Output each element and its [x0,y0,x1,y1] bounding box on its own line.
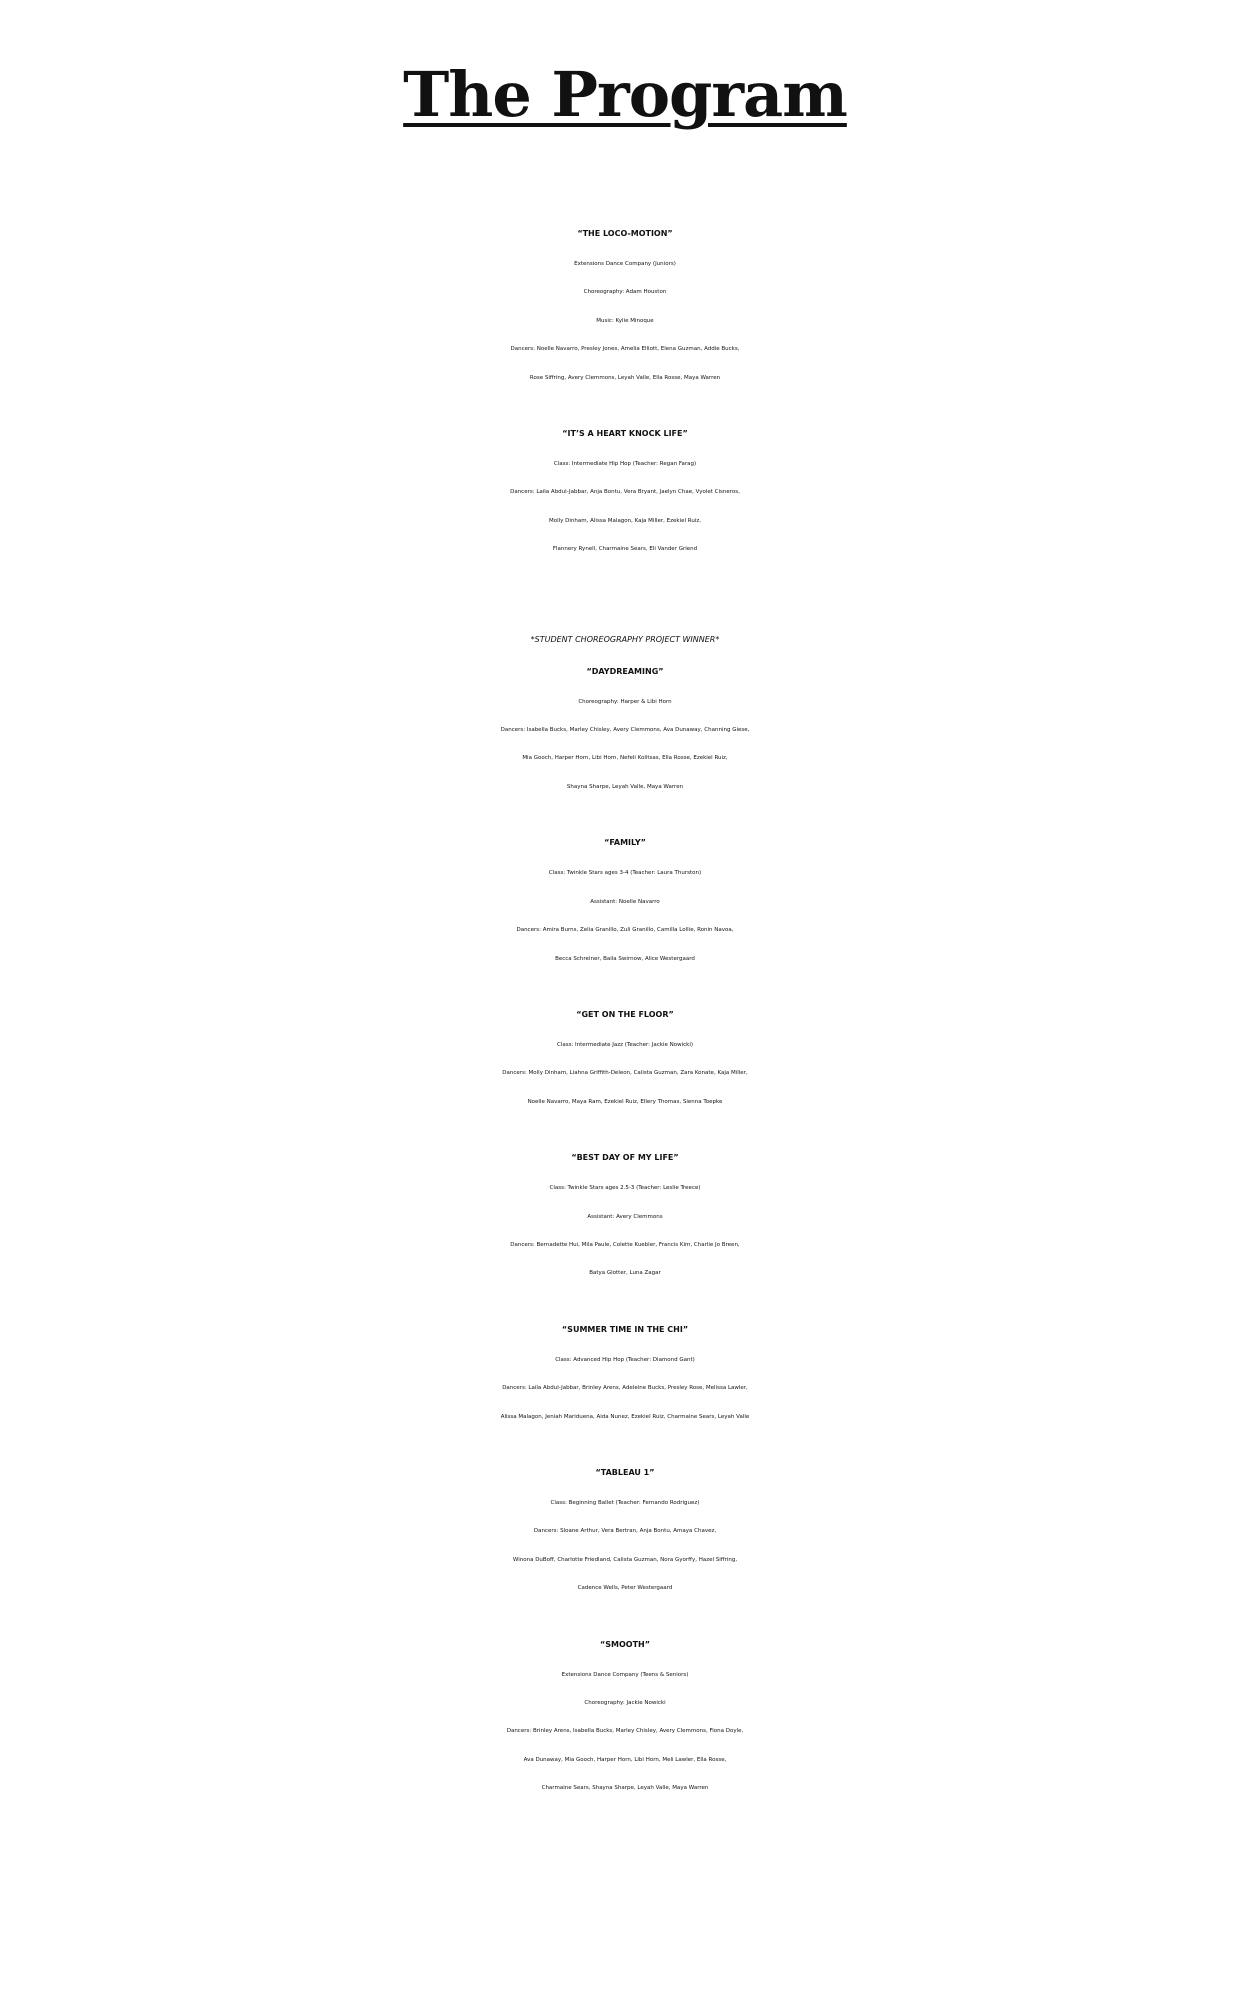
piece-detail-line: Alissa Malagon, Jeniah Mariduena, Aida Nunez, Ezekiel Ruiz, Charmaine Sears, Leyah Valle [500,1413,750,1420]
piece-detail-line: Ava Dunaway, Mia Gooch, Harper Horn, Libi Horn, Meli Lawler, Ella Rosse, [523,1756,727,1763]
winner-banner: *STUDENT CHOREOGRAPHY PROJECT WINNER* [530,634,720,644]
piece-detail-line: Class: Advanced Hip Hop (Teacher: Diamond Gant) [555,1356,695,1363]
piece-detail-line: Music: Kylie Minoque [596,317,654,324]
piece-detail-line: Noelle Navarro, Maya Ram, Ezekiel Ruiz, Ellery Thomas, Sienna Toepke [527,1098,723,1105]
page-title-text: The Program [403,58,847,131]
piece-title: “SMOOTH” [600,1639,650,1649]
piece-detail-line: Extensions Dance Company (Teens & Seniors) [561,1671,689,1678]
piece-loco-motion [0,218,1250,392]
piece-detail-line: Winona DuBoff, Charlotte Friedland, Calista Guzman, Nora Gyorffy, Hazel Siffring, [512,1556,738,1563]
piece-detail-line: Dancers: Laila Abdul-Jabbar, Brinley Arens, Adeleine Bucks, Presley Rose, Melissa Lawler, [502,1385,748,1392]
piece-detail-line: Molly Dinham, Alissa Malagon, Kaja Miller, Ezekiel Ruiz, [549,517,701,524]
piece-summer-time-in-the-chi [0,1314,1250,1431]
piece-detail-line: Dancers: Sloane Arthur, Vera Bertran, Anja Bontu, Amaya Chavez, [533,1528,717,1535]
piece-tableau-1 [0,1457,1250,1603]
piece-detail-line: Rose Siffring, Avery Clemmons, Leyah Valle, Ella Rosse, Maya Warren [529,374,721,381]
piece-detail-line: Shayna Sharpe, Leyah Valle, Maya Warren [566,783,684,790]
piece-detail-line: Dancers: Noelle Navarro, Presley Jones, Amelia Elliott, Elena Guzman, Addie Bucks, [510,346,740,353]
piece-detail-line: Assistant: Noelle Navarro [590,898,660,905]
piece-daydreaming [0,624,1250,802]
piece-detail-line: Choreography: Jackie Nowicki [584,1700,666,1706]
piece-detail-line: Choreography: Adam Houston [583,289,667,296]
piece-family [0,827,1250,973]
piece-hard-knock-life [0,418,1250,564]
piece-detail-line: Class: Twinkle Stars ages 3-4 (Teacher: Laura Thurston) [548,870,702,877]
piece-title: “TABLEAU 1” [595,1467,655,1477]
piece-get-on-the-floor [0,999,1250,1116]
piece-title: “THE LOCO-MOTION” [577,229,673,238]
piece-smooth [0,1629,1250,1803]
piece-title: “IT’S A HEART KNOCK LIFE” [562,429,688,439]
piece-title: “BEST DAY OF MY LIFE” [571,1153,679,1163]
page-title [0,55,1250,135]
piece-detail-line: Dancers: Isabella Bucks, Marley Chisley, Avery Clemmons, Ava Dunaway, Channing Giese, [500,727,750,734]
piece-detail-line: Dancers: Molly Dinham, Liahna Griffith-Deleon, Calista Guzman, Zara Konate, Kaja Miller, [502,1070,748,1077]
piece-detail-line: Assistant: Avery Clemmons [587,1213,663,1220]
piece-detail-line: Dancers: Laila Abdul-Jabbar, Anja Bontu, Vera Bryant, Jaelyn Chae, Vyolet Cisneros, [510,489,740,496]
piece-detail-line: Charmaine Sears, Shayna Sharpe, Leyah Valle, Maya Warren [541,1785,709,1792]
piece-detail-line: Dancers: Amira Burns, Zelia Granillo, Zuli Granillo, Camilla Lollie, Ronin Navoa, [516,927,734,934]
piece-best-day-of-my-life [0,1142,1250,1288]
piece-detail-line: Flannery Rynell, Charmaine Sears, Eli Vander Griend [552,546,698,553]
piece-detail-line: Batya Glotter, Luna Zagar [589,1270,661,1277]
piece-detail-line: Class: Intermediate Jazz (Teacher: Jackie Nowicki) [556,1041,694,1048]
piece-title: “GET ON THE FLOOR” [576,1009,674,1019]
piece-detail-line: Becca Schreiner, Baila Swirnow, Alice Westergaard [555,955,695,962]
piece-detail-line: Class: Twinkle Stars ages 2.5-3 (Teacher: Leslie Treece) [549,1185,701,1192]
piece-detail-line: Class: Intermediate Hip Hop (Teacher: Regan Farag) [553,461,697,468]
piece-title: “FAMILY” [604,838,646,848]
piece-detail-line: Class: Beginning Ballet (Teacher: Fernando Rodriguez) [550,1499,700,1506]
piece-detail-line: Extensions Dance Company (Juniors) [574,261,676,267]
piece-detail-line: Dancers: Bernadette Hui, Mila Paule, Colette Kuebler, Francis Kim, Charlie Jo Breen, [510,1241,740,1248]
piece-detail-line: Choreography: Harper & Libi Horn [578,698,672,705]
piece-detail-line: Cadence Wells, Peter Westergaard [577,1585,673,1592]
piece-detail-line: Dancers: Brinley Arens, Isabella Bucks, Marley Chisley, Avery Clemmons, Fiona Doyle, [506,1728,744,1735]
program-list [0,218,1250,1803]
piece-title: “SUMMER TIME IN THE CHI” [561,1324,689,1334]
piece-detail-line: Mia Gooch, Harper Horn, Libi Horn, Nefeli Kolitsas, Ella Rosse, Ezekiel Ruiz, [522,755,728,762]
piece-title: “DAYDREAMING” [586,666,664,676]
